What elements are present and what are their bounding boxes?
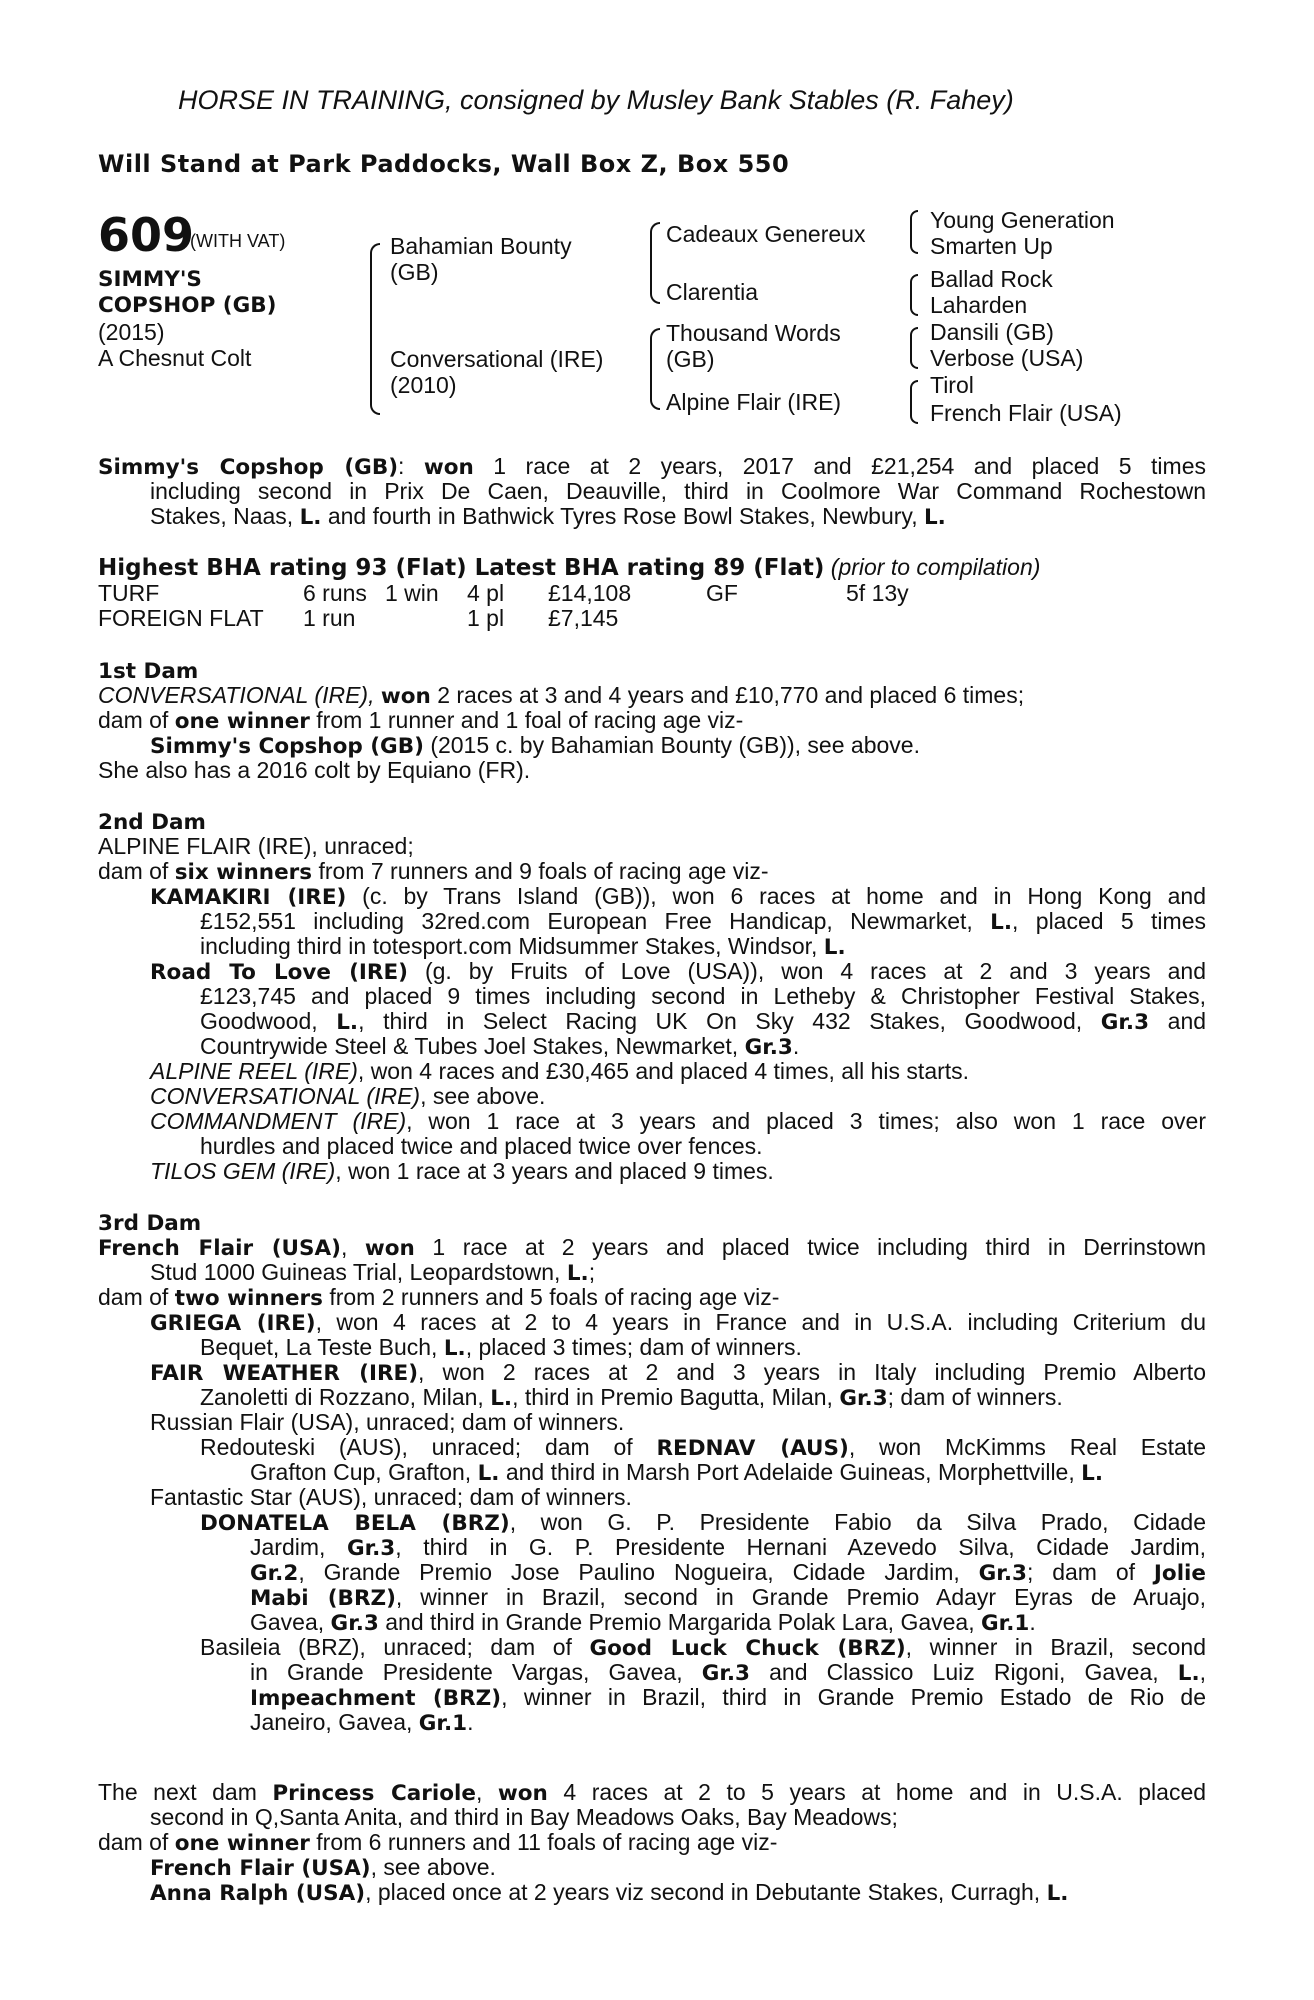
text-run: Fantastic Star (AUS), unraced; dam of winners. [150, 1484, 632, 1510]
dam-line [98, 1830, 1206, 1855]
pedigree-brace [910, 274, 918, 296]
text-run: , placed 3 times; dam of winners. [465, 1334, 802, 1360]
pedigree-gen3: Smarten Up [930, 233, 1053, 259]
horse-name: KAMAKIRI (IRE) [150, 885, 347, 910]
text-run: and third in Marsh Port Adelaide Guineas, Morphettville, [505, 1459, 1075, 1485]
horse-name: French Flair (USA) [150, 1856, 371, 1881]
dam-line [250, 1685, 1206, 1710]
section-heading-text: 3rd Dam [98, 1211, 202, 1236]
ratings-heading-text: Highest BHA rating 93 (Flat) Latest BHA rating 89 (Flat) [98, 555, 825, 581]
pedigree-brace [910, 347, 918, 369]
horse-name: TILOS GEM (IRE) [150, 1158, 336, 1184]
text-run: Russian Flair (USA), unraced; dam of winners. [150, 1409, 625, 1435]
text-run: , winner in Brazil, second [905, 1634, 1207, 1660]
record-cell: GF [706, 580, 738, 606]
dam-line [250, 1585, 1206, 1610]
horse-name: Anna Ralph (USA) [150, 1881, 366, 1906]
text-run: . [1029, 1609, 1036, 1635]
text-run: Redouteski (AUS), unraced; dam of [200, 1434, 633, 1460]
won-label: won [364, 1236, 415, 1261]
dam-line [200, 1034, 1206, 1059]
text-run: , won McKimms Real Estate [848, 1434, 1206, 1460]
pedigree-brace [650, 368, 660, 410]
listed-label: L. [299, 505, 322, 530]
text-run: , won G. P. Presidente Fabio da Silva Prado, Cidade [509, 1509, 1206, 1535]
horse-name-line2: COPSHOP (GB) [98, 293, 277, 318]
grade-label: Gr.3 [1100, 1010, 1150, 1035]
grade-label: Gr.3 [330, 1611, 379, 1636]
text-run: 2 races at 3 and 4 years and £10,770 and placed 6 times; [437, 682, 1025, 708]
text-run: and third in Grande Premio Margarida Polak Lara, Gavea, [385, 1609, 975, 1635]
text-run: from 7 runners and 9 foals of racing age viz- [318, 858, 769, 884]
text-run: Countrywide Steel & Tubes Joel Stakes, Newmarket, [200, 1033, 739, 1059]
text-run: Stud 1000 Guineas Trial, Leopardstown, [150, 1259, 561, 1285]
pedigree-brace [910, 327, 918, 349]
dam-line [200, 984, 1206, 1009]
location-line: Will Stand at Park Paddocks, Wall Box Z, Box 550 [98, 150, 790, 178]
text-run: : [398, 453, 405, 479]
text-run: from 1 runner and 1 foal of racing age viz- [316, 707, 744, 733]
text-run: , [340, 1234, 348, 1260]
pedigree-gen3: Ballad Rock [930, 266, 1053, 292]
dam-line [200, 934, 1206, 959]
horse-name: Simmy's Copshop (GB) [98, 455, 399, 480]
horse-name: French Flair (USA) [98, 1236, 341, 1261]
pedigree-dam-sire-country: (GB) [666, 346, 715, 372]
pedigree-gen3: French Flair (USA) [930, 400, 1122, 426]
record-cell: 4 pl [467, 580, 505, 606]
horse-name: CONVERSATIONAL (IRE) [150, 1083, 421, 1109]
dam-line [200, 1385, 1206, 1410]
pedigree-gen3: Tirol [930, 372, 974, 398]
listed-label: L. [336, 1010, 359, 1035]
text-run: , won 1 race at 3 years and placed 3 times; also won 1 race over [406, 1108, 1206, 1134]
section-heading-text: 1st Dam [98, 659, 199, 684]
dam-line [150, 959, 1206, 984]
dam-line [200, 1435, 1206, 1460]
text-run: . [792, 1033, 800, 1059]
text-run: (c. by Trans Island (GB)), won 6 races at home and in Hong Kong and [362, 883, 1207, 909]
text-run: Goodwood, [200, 1008, 318, 1034]
text-run: , placed 5 times [1012, 908, 1206, 934]
horse-name: ALPINE REEL (IRE) [150, 1058, 358, 1084]
summary-line [98, 454, 1206, 479]
listed-label: L. [477, 1461, 500, 1486]
dam-line [200, 1635, 1206, 1660]
text-run: from 6 runners and 11 foals of racing age viz- [316, 1829, 778, 1855]
dam-line [98, 708, 1206, 733]
dam-name: CONVERSATIONAL (IRE), [98, 682, 375, 708]
winners-count: two winners [174, 1286, 323, 1311]
dam-line [98, 1780, 1206, 1805]
text-run: hurdles and placed twice and placed twice over fences. [200, 1133, 763, 1159]
pedigree-sire-country: (GB) [390, 259, 439, 285]
listed-label: L. [990, 910, 1013, 935]
horse-name: Good Luck Chuck (BRZ) [589, 1636, 906, 1661]
text-run: 1 race at 2 years and placed twice including third in Derrinstown [432, 1234, 1206, 1260]
horse-name: Road To Love (IRE) [150, 960, 408, 985]
horse-name: Princess Cariole [272, 1781, 476, 1806]
horse-name: Impeachment (BRZ) [250, 1686, 502, 1711]
dam-line [98, 1235, 1206, 1260]
record-cell: TURF [98, 580, 160, 606]
pedigree-dam-dam: Alpine Flair (IRE) [666, 389, 842, 415]
text-run: Basileia (BRZ), unraced; dam of [200, 1634, 572, 1660]
text-run: Gavea, [250, 1609, 325, 1635]
pedigree-sire: Bahamian Bounty [390, 233, 572, 259]
pedigree-brace [370, 328, 380, 415]
pedigree-dam: Conversational (IRE) [390, 346, 604, 372]
won-label: won [423, 455, 474, 480]
pedigree-dam-year: (2010) [390, 372, 457, 398]
listed-label: L. [1081, 1461, 1104, 1486]
listed-label: L. [923, 505, 946, 530]
pedigree-gen3: Laharden [930, 292, 1028, 318]
text-run: 4 races at 2 to 5 years at home and in U.S.A. placed [563, 1779, 1207, 1805]
horse-name: FAIR WEATHER (IRE) [150, 1361, 419, 1386]
dam-line [200, 1510, 1206, 1535]
text-run: from 2 runners and 5 foals of racing age viz- [329, 1284, 780, 1310]
text-run: and [1167, 1008, 1207, 1034]
ratings-heading [98, 555, 1206, 580]
section-heading-text: 2nd Dam [98, 810, 206, 835]
text-run: ; dam of winners. [887, 1384, 1063, 1410]
horse-name: Jolie [1153, 1561, 1207, 1586]
text-run: and fourth in Bathwick Tyres Rose Bowl Stakes, Newbury, [327, 503, 918, 529]
text-run: including second in Prix De Caen, Deauville, third in Coolmore War Command Rochestown [150, 478, 1206, 504]
text-run: including third in totesport.com Midsummer Stakes, Windsor, [200, 933, 818, 959]
horse-description: A Chesnut Colt [98, 345, 252, 371]
vat-note: (WITH VAT) [190, 231, 286, 251]
text-run: (2015 c. by Bahamian Bounty (GB)), see above. [430, 732, 920, 758]
text-run: , winner in Brazil, third in Grande Premio Estado de Rio de [501, 1684, 1207, 1710]
pedigree-sire-sire: Cadeaux Genereux [666, 221, 866, 247]
listed-label: L. [566, 1261, 589, 1286]
pedigree-brace [910, 231, 918, 254]
text-run: dam of [98, 1284, 169, 1310]
dam-line [200, 1335, 1206, 1360]
pedigree-brace [650, 328, 660, 370]
text-run: Grafton Cup, Grafton, [250, 1459, 472, 1485]
dam-line [250, 1560, 1206, 1585]
dam-line [150, 1260, 1206, 1285]
text-run: 1 race at 2 years, 2017 and £21,254 and placed 5 times [493, 453, 1206, 479]
listed-label: L. [490, 1386, 513, 1411]
dam-line [150, 1485, 1206, 1510]
dam-line [150, 1410, 1206, 1435]
horse-name: REDNAV (AUS) [656, 1436, 849, 1461]
dam-line [250, 1535, 1206, 1560]
dam-line [200, 1134, 1206, 1159]
record-cell: 1 pl [467, 605, 505, 631]
text-run: , won 4 races at 2 to 4 years in France and in U.S.A. including Criterium du [315, 1309, 1206, 1335]
text-run: dam of [98, 1829, 169, 1855]
text-run: , placed once at 2 years viz second in Debutante Stakes, Curragh, [365, 1879, 1041, 1905]
record-cell: 1 run [303, 605, 356, 631]
dam-line [98, 758, 1206, 783]
text-run: ALPINE FLAIR (IRE), unraced; [98, 833, 414, 859]
record-cell: £7,145 [548, 605, 619, 631]
text-run: , [1199, 1659, 1207, 1685]
dam-line [150, 1059, 1206, 1084]
grade-label: Gr.3 [839, 1386, 888, 1411]
text-run: ; dam of [1026, 1559, 1136, 1585]
dam-line [250, 1610, 1206, 1635]
grade-label: Gr.3 [346, 1536, 396, 1561]
text-run: Stakes, Naas, [150, 503, 294, 529]
pedigree-brace [910, 380, 918, 403]
horse-name: COMMANDMENT (IRE) [150, 1108, 407, 1134]
text-run: dam of [98, 858, 169, 884]
text-run: , won 4 races and £30,465 and placed 4 times, all his starts. [357, 1058, 970, 1084]
text-run: She also has a 2016 colt by Equiano (FR). [98, 757, 531, 783]
text-run: Zanoletti di Rozzano, Milan, [200, 1384, 484, 1410]
text-run: The next dam [98, 1779, 257, 1805]
grade-label: Gr.3 [978, 1561, 1027, 1586]
dam-line [150, 1310, 1206, 1335]
grade-label: Gr.1 [418, 1711, 468, 1736]
horse-name: GRIEGA (IRE) [150, 1311, 316, 1336]
grade-label: Gr.3 [701, 1661, 751, 1686]
won-label: won [380, 684, 431, 709]
text-run: , Grande Premio Jose Paulino Nogueira, Cidade Jardim, [298, 1559, 960, 1585]
ratings-note: (prior to compilation) [830, 554, 1041, 580]
dam-line [98, 683, 1206, 708]
pedigree-dam-sire: Thousand Words [666, 320, 841, 346]
pedigree-brace [910, 401, 918, 424]
dam-line [200, 1009, 1206, 1034]
text-run: Jardim, [250, 1534, 326, 1560]
text-run: , winner in Brazil, second in Grande Premio Adayr Eyras de Aruajo, [395, 1584, 1206, 1610]
dam-line [150, 1880, 1206, 1905]
pedigree-gen3: Dansili (GB) [930, 319, 1054, 345]
text-run: , won 1 race at 3 years and placed 9 times. [335, 1158, 774, 1184]
pedigree-gen3: Verbose (USA) [930, 345, 1084, 371]
grade-label: Gr.1 [981, 1611, 1030, 1636]
text-run: , [475, 1779, 483, 1805]
dam-line [150, 1360, 1206, 1385]
dam-line [150, 733, 1206, 758]
section-heading [98, 809, 1206, 834]
text-run: in Grande Presidente Vargas, Gavea, [250, 1659, 683, 1685]
won-label: won [497, 1781, 548, 1806]
text-run: , third in G. P. Presidente Hernani Azevedo Silva, Cidade Jardim, [395, 1534, 1206, 1560]
grade-label: Gr.3 [744, 1035, 793, 1060]
horse-name: Simmy's Copshop (GB) [150, 734, 424, 759]
text-run: second in Q,Santa Anita, and third in Bay Meadows Oaks, Bay Meadows; [150, 1804, 898, 1830]
winners-count: one winner [174, 709, 310, 734]
listed-label: L. [1177, 1661, 1200, 1686]
record-cell: 5f 13y [846, 580, 909, 606]
pedigree-brace [650, 222, 660, 264]
text-run: , third in Premio Bagutta, Milan, [512, 1384, 833, 1410]
pedigree-brace [910, 294, 918, 316]
text-run: , third in Select Racing UK On Sky 432 Stakes, Goodwood, [358, 1008, 1083, 1034]
horse-name: Mabi (BRZ) [250, 1586, 396, 1611]
page-title: HORSE IN TRAINING, consigned by Musley Bank Stables (R. Fahey) [178, 85, 1014, 115]
text-run: Bequet, La Teste Buch, [200, 1334, 438, 1360]
foal-year: (2015) [98, 319, 165, 345]
pedigree-brace [650, 262, 660, 304]
dam-line [150, 1855, 1206, 1880]
listed-label: L. [1046, 1881, 1069, 1906]
text-run: (g. by Fruits of Love (USA)), won 4 races at 2 and 3 years and [424, 958, 1207, 984]
pedigree-sire-dam: Clarentia [666, 279, 759, 305]
dam-line [250, 1460, 1206, 1485]
horse-name: DONATELA BELA (BRZ) [200, 1511, 510, 1536]
horse-name-line1: SIMMY'S [98, 267, 202, 292]
text-run: . [467, 1709, 474, 1735]
dam-line [150, 1805, 1206, 1830]
section-heading [98, 1210, 1206, 1235]
text-run: £123,745 and placed 9 times including second in Letheby & Christopher Festival Stakes, [200, 983, 1206, 1009]
text-run: , see above. [370, 1854, 496, 1880]
lot-number: 609 [98, 208, 195, 262]
dam-line [200, 909, 1206, 934]
listed-label: L. [823, 935, 846, 960]
record-cell: FOREIGN FLAT [98, 605, 264, 631]
text-run: , won 2 races at 2 and 3 years in Italy including Premio Alberto [418, 1359, 1206, 1385]
dam-line [98, 834, 1206, 859]
dam-line [150, 1109, 1206, 1134]
pedigree-brace [370, 243, 380, 330]
listed-label: L. [443, 1336, 466, 1361]
record-cell: 1 win [385, 580, 439, 606]
dam-line [150, 1159, 1206, 1184]
text-run: Janeiro, Gavea, [250, 1709, 413, 1735]
text-run: dam of [98, 707, 169, 733]
dam-line [250, 1660, 1206, 1685]
winners-count: six winners [174, 860, 313, 885]
text-run: , see above. [420, 1083, 546, 1109]
dam-line [250, 1710, 1206, 1735]
text-run: ; [588, 1259, 596, 1285]
grade-label: Gr.2 [250, 1561, 299, 1586]
record-cell: 6 runs [303, 580, 367, 606]
pedigree-brace [910, 210, 918, 233]
text-run: and Classico Luiz Rigoni, Gavea, [769, 1659, 1159, 1685]
summary-line [150, 479, 1206, 504]
summary-line [150, 504, 1206, 529]
winners-count: one winner [174, 1831, 310, 1856]
dam-line [150, 884, 1206, 909]
dam-line [98, 1285, 1206, 1310]
dam-line [98, 859, 1206, 884]
dam-line [150, 1084, 1206, 1109]
section-heading [98, 658, 1206, 683]
text-run: £152,551 including 32red.com European Free Handicap, Newmarket, [200, 908, 973, 934]
record-cell: £14,108 [548, 580, 632, 606]
pedigree-gen3: Young Generation [930, 207, 1115, 233]
